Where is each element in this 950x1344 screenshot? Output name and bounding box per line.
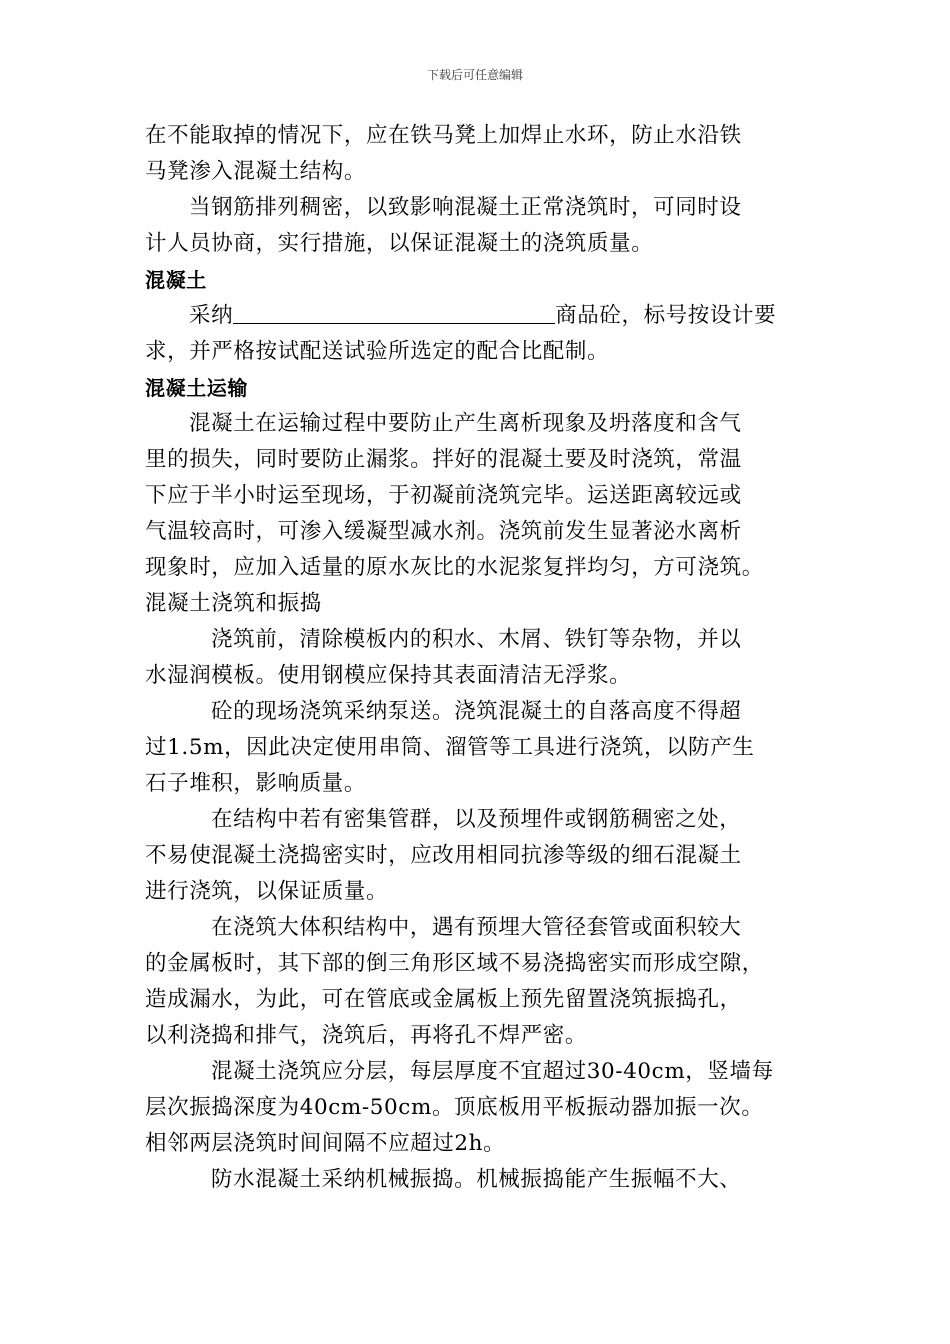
section-heading-pouring: 混凝土浇筑和振捣 <box>145 591 322 616</box>
paragraph-line: 里的损失，同时要防止漏浆。拌好的混凝土要及时浇筑，常温 <box>145 447 742 472</box>
paragraph-line: 过1.5m，因此决定使用串筒、溜管等工具进行浇筑，以防产生 <box>145 735 755 760</box>
paragraph-line: 防水混凝土采纳机械振捣。机械振捣能产生振幅不大、 <box>211 1167 742 1192</box>
paragraph-line: 求，并严格按试配送试验所选定的配合比配制。 <box>145 339 610 364</box>
section-heading-concrete: 混凝土 <box>145 268 207 292</box>
paragraph-line: 层次振捣深度为40cm-50cm。顶底板用平板振动器加振一次。 <box>145 1095 764 1120</box>
paragraph-line: 进行浇筑，以保证质量。 <box>145 879 389 904</box>
document-body <box>145 118 810 1198</box>
paragraph-line: 造成漏水，为此，可在管底或金属板上预先留置浇筑振捣孔， <box>145 987 742 1012</box>
paragraph-line: 下应于半小时运至现场，于初凝前浇筑完毕。运送距离较远或 <box>145 483 742 508</box>
text-fragment: 采纳 <box>189 303 234 328</box>
paragraph-line: 气温较高时，可渗入缓凝型减水剂。浇筑前发生显著泌水离析 <box>145 519 742 544</box>
paragraph-line: 计人员协商，实行措施，以保证混凝土的浇筑质量。 <box>145 231 654 256</box>
paragraph-line: 马凳渗入混凝土结构。 <box>145 159 367 184</box>
paragraph-line: 混凝土浇筑应分层，每层厚度不宜超过30-40cm，竖墙每 <box>211 1059 774 1084</box>
paragraph-line: 相邻两层浇筑时间间隔不应超过2h。 <box>145 1131 506 1156</box>
paragraph-line: 当钢筋排列稠密，以致影响混凝土正常浇筑时，可同时设 <box>189 195 742 220</box>
paragraph-line: 混凝土在运输过程中要防止产生离析现象及坍落度和含气 <box>189 411 742 436</box>
paragraph-line: 在不能取掉的情况下，应在铁马凳上加焊止水环，防止水沿铁 <box>145 123 742 148</box>
paragraph-line: 砼的现场浇筑采纳泵送。浇筑混凝土的自落高度不得超 <box>211 699 742 724</box>
paragraph-line: 水湿润模板。使用钢模应保持其表面清洁无浮浆。 <box>145 663 632 688</box>
paragraph-line: 不易使混凝土浇捣密实时，应改用相同抗渗等级的细石混凝土 <box>145 843 742 868</box>
paragraph-line: 的金属板时，其下部的倒三角形区域不易浇捣密实而形成空隙， <box>145 951 764 976</box>
section-heading-transport: 混凝土运输 <box>145 376 248 400</box>
paragraph-line: 以利浇捣和排气，浇筑后，再将孔不焊严密。 <box>145 1023 588 1048</box>
paragraph-line: 在结构中若有密集管群，以及预埋件或钢筋稠密之处， <box>211 807 742 832</box>
paragraph-line-with-blank <box>145 298 810 334</box>
paragraph-line: 石子堆积，影响质量。 <box>145 771 367 796</box>
paragraph-line: 现象时，应加入适量的原水灰比的水泥浆复拌均匀，方可浇筑。 <box>145 555 764 580</box>
text-fragment: 商品砼，标号按设计要 <box>555 303 777 328</box>
paragraph-line: 浇筑前，清除模板内的积水、木屑、铁钉等杂物，并以 <box>211 627 742 652</box>
paragraph-line: 在浇筑大体积结构中，遇有预埋大管径套管或面积较大 <box>211 915 742 940</box>
page-header-note: 下载后可任意编辑 <box>426 68 523 82</box>
fill-in-blank <box>233 303 555 324</box>
